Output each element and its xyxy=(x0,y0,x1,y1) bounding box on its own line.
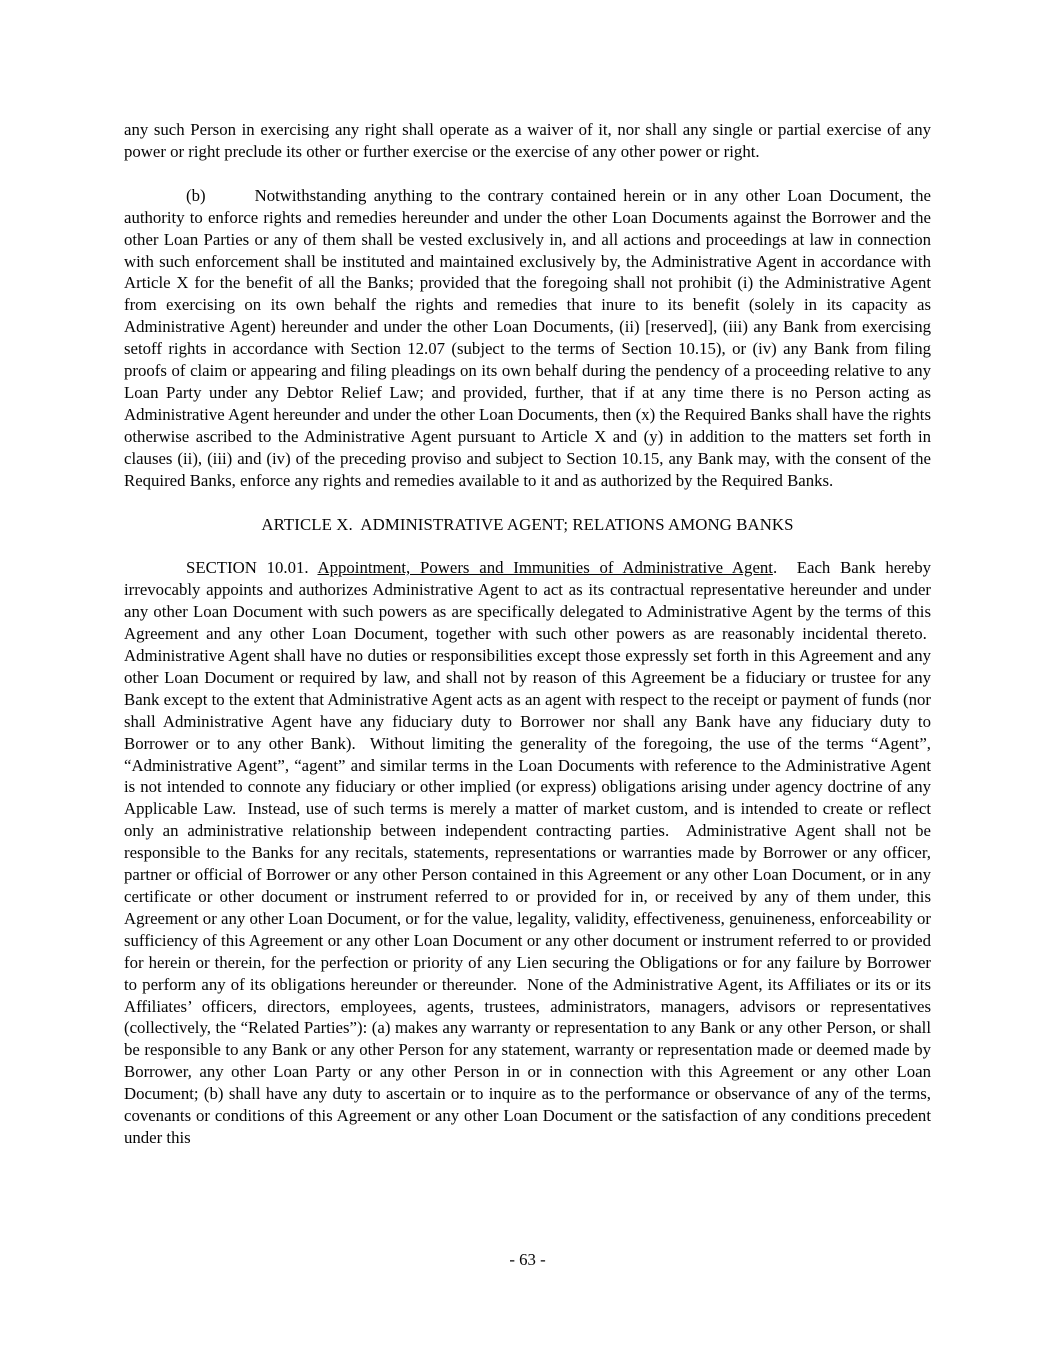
paragraph-b-label: (b) xyxy=(186,185,206,205)
paragraph-waiver-continuation: any such Person in exercising any right shall operate as a waiver of it, nor shall any single or partial exercise of any power or right preclude its other or further exercise or the exercise of any other power or right. xyxy=(124,120,931,161)
document-body xyxy=(124,119,931,1171)
paragraph-b xyxy=(124,185,931,492)
article-x-heading: ARTICLE X. ADMINISTRATIVE AGENT; RELATIONS AMONG BANKS xyxy=(261,514,794,534)
section-10-01-paragraph xyxy=(124,557,931,1148)
page-number: - 63 - xyxy=(509,1250,546,1269)
paragraph-b-text: Notwithstanding anything to the contrary contained herein or in any other Loan Document, the authority to enforce rights and remedies hereunder and under the other Loan Documents against the Borrower and the other Loan Parties or any of them shall be vested exclusively in, and all actions and proceedings at law in connection with such enforcement shall be instituted and maintained exclusively by, the Administrative Agent in accordance with Article X for the benefit of all the Banks; provided that the foregoing shall not prohibit (i) the Administrative Agent from exercising on its own behalf the rights and remedies that inure to its benefit (solely in its capacity as Administrative Agent) hereunder and under the other Loan Documents, (ii) [reserved], (iii) any Bank from exercising setoff rights in accordance with Section 12.07 (subject to the terms of Section 10.15), or (iv) any Bank from filing proofs of claim or appearing and filing pleadings on its own behalf during the pendency of a proceeding relative to any Loan Party under any Debtor Relief Law; and provided, further, that if at any time there is no Person acting as Administrative Agent hereunder and under the other Loan Documents, then (x) the Required Banks shall have the rights otherwise ascribed to the Administrative Agent pursuant to Article X and (y) in addition to the matters set forth in clauses (ii), (iii) and (iv) of the preceding proviso and subject to Section 10.15, any Bank may, with the consent of the Required Banks, enforce any rights and remedies available to it and as authorized by the Required Banks. xyxy=(124,185,931,490)
section-body-text: . Each Bank hereby irrevocably appoints and authorizes Administrative Agent to act as its contractual representative hereunder and under any other Loan Document with such powers as are specifically delegated to Administrative Agent by the terms of this Agreement and any other Loan Document, together with such other powers as are reasonably incidental thereto. Administrative Agent shall have no duties or responsibilities except those expressly set forth in this Agreement and any other Loan Document or required by law, and shall not by reason of this Agreement be a fiduciary or trustee for any Bank except to the extent that Administrative Agent acts as an agent with respect to the receipt or payment of funds (nor shall Administrative Agent have any fiduciary duty to Borrower nor shall any Bank have any fiduciary duty to Borrower or to any other Bank). Without limiting the generality of the foregoing, the use of the terms “Agent”, “Administrative Agent”, “agent” and similar terms in the Loan Documents with reference to the Administrative Agent is not intended to connote any fiduciary or other implied (or express) obligations arising under agency doctrine of any Applicable Law. Instead, use of such terms is merely a matter of market custom, and is intended to create or reflect only an administrative relationship between independent contracting parties. Administrative Agent shall not be responsible to the Banks for any recitals, statements, representations or warranties made by Borrower or any officer, partner or official of Borrower or any other Person contained in this Agreement or any other Loan Document, or in any certificate or other document or instrument referred to or provided for in, or received by any of them under, this Agreement or any other Loan Document, or for the value, legality, validity, effectiveness, genuineness, enforceability or sufficiency of this Agreement or any other Loan Document or any other document or instrument referred to or provided for herein or therein, for the perfection or priority of any Lien securing the Obligations or for any failure by Borrower to perform any of its obligations hereunder or thereunder. None of the Administrative Agent, its Affiliates or its or its Affiliates’ officers, directors, employees, agents, trustees, administrators, managers, advisors or representatives (collectively, the “Related Parties”): (a) makes any warranty or representation to any Bank or any other Person, or shall be responsible to any Bank or any other Person for any statement, warranty or representation made or deemed made by Borrower, any other Loan Party or any other Person in or in connection with this Agreement or any other Loan Document; (b) shall have any duty to ascertain or to inquire as to the performance or observance of any of the terms, covenants or conditions of this Agreement or any other Loan Document or the satisfaction of any conditions precedent under this xyxy=(124,558,931,1147)
section-number: SECTION 10.01. xyxy=(186,558,318,578)
section-title: Appointment, Powers and Immunities of Administrative Agent xyxy=(317,558,773,578)
